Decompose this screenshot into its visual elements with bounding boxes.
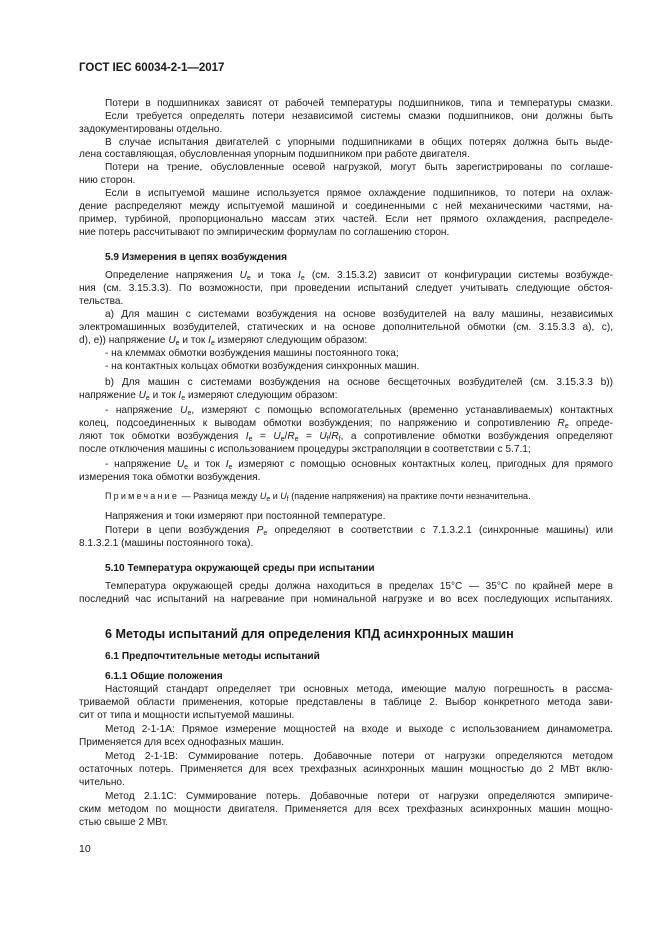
text-line: пример, турбиной, пропорционально массам этих частей. Если нет прямого охлаждения, распределе- [79,214,613,225]
standard-designation: ГОСТ IEC 60034-2-1—2017 [79,62,225,74]
text-line: ским методом по мощности двигателя. Применяется для всех трехфазных асинхронных машин мощно- [79,804,613,815]
text-line: Если требуется определять потери независимой системы смазки подшипников, они должны быть [105,111,613,122]
list-item: - напряжение $U_e$ и ток $I_e$ измеряют с помощью основных контактных колец, пригодных для прямого [105,459,613,471]
text-line: 8.1.3.2.1 (машины постоянного тока). [79,538,254,549]
text-line: ляют ток обмотки возбуждения $I_e = U_e/R_e = U_f/R_f$, а сопротивление обмотки возбуждения определяют [79,431,613,443]
text-line: задокументированы отдельно. [79,124,223,135]
text-line: В случае испытания двигателей с упорными подшипниками в общих потерях должна быть выде- [105,137,613,148]
text-line: колец, подсоединенных к выводам обмотки возбуждения; по напряжению и сопротивлению $R_e$ опреде- [79,418,614,430]
text-line: Метод 2-1-1В: Суммирование потерь. Добавочные потери от нагрузки определяются методом [105,751,613,762]
text-line: d), е)) напряжение $U_e$ и ток $I_e$ измеряют следующим образом: [79,335,368,347]
text-line: тельства. [79,296,124,307]
section-heading-6-1: 6.1 Предпочтительные методы испытаний [105,651,320,662]
page-number: 10 [79,843,91,855]
text-line: сит от типа и мощности испытуемой машины. [79,710,295,721]
text-line: электромашинных возбудителей, статических и на основе дополнительной обмотки (см. 3.15.3.3 а), с), [79,322,613,333]
note: Примечание — Разница между $U_e$ и $U_f$ (падение напряжения) на практике почти незначительна. [105,491,531,503]
text-line: Метод 2-1-1А: Прямое измерение мощностей на входе и выходе с использованием динамометра. [105,724,613,735]
list-item: - напряжение $U_e$, измеряют с помощью вспомогательных (временно устанавливаемых) контактных [105,405,613,417]
text-line: Потери в подшипниках зависят от рабочей температуры подшипников, типа и температуры смазки. [105,98,613,109]
text-line: а) Для машин с системами возбуждения на основе возбудителей на валу машины, независимых [105,309,613,320]
section-heading-5-9: 5.9 Измерения в цепях возбуждения [105,252,288,263]
section-heading-6-1-1: 6.1.1 Общие положения [105,671,223,682]
list-item: - на контактных кольцах обмотки возбуждения синхронных машин. [105,361,420,372]
text-line: Метод 2.1.1С: Суммирование потерь. Добавочные потери от нагрузки определяются эмпириче- [105,791,613,802]
text-line: нию сторон. [79,175,136,186]
text-line: ния (см. 3.15.3.3). По возможности, при проведении испытаний следует учитывать следующие обстоя- [79,283,613,294]
text-line: чительно. [79,777,125,788]
text-line: триваемой области применения, которые представлены в таблице 2. Выбор конкретного метода зави- [79,697,613,708]
text-line: последний час испытаний на нагревание при номинальной нагрузке и во всех последующих испытаниях. [79,594,613,605]
text-line: лена составляющая, обусловленная упорным подшипником при работе двигателя. [79,149,470,160]
text-line: Напряжения и токи измеряют при постоянной температуре. [105,511,386,522]
text-line: стью свыше 2 МВт. [79,817,169,828]
text-line: Если в испытуемой машине используется прямое охлаждение подшипников, то потери на охлаж- [105,188,613,199]
text-line: Определение напряжения $U_e$ и тока $I_e$ (см. 3.15.3.2) зависит от конфигурации системы возбужде- [105,270,613,282]
text-line: Температура окружающей среды должна находиться в пределах 15°С — 35°С по крайней мере в [105,581,613,592]
text-line: Потери на трение, обусловленные осевой нагрузкой, могут быть зарегистрированы по соглаше- [105,162,613,173]
section-heading-6: 6 Методы испытаний для определения КПД асинхронных машин [105,627,514,641]
text-line: b) Для машин с системами возбуждения на основе бесщеточных возбудителей (см. 3.15.3.3 b)) [105,377,613,388]
text-line: Применяется для всех однофазных машин. [79,737,285,748]
text-line: после отключения машины с использованием процедуры экстраполяции в соответствии с 5.7.1; [79,444,531,455]
text-line: остаточных потерь. Применяется для всех трехфазных асинхронных машин мощностью до 2 МВт вклю- [79,764,613,775]
section-heading-5-10: 5.10 Температура окружающей среды при испытании [105,563,375,574]
text-line: дение распределяют между испытуемой машиной и соединенными с ней механическими частями, на- [79,201,613,212]
text-line: ние потерь рассчитывают по эмпирическим формулам по соглашению сторон. [79,227,450,238]
text-line: Потери в цепи возбуждения $P_e$ определяют в соответствии с 7.1.3.2.1 (синхронные машины) или [105,525,614,537]
note-label: Примечание [105,491,180,501]
list-item: - на клеммах обмотки возбуждения машины постоянного тока; [105,348,399,359]
text-line: Настоящий стандарт определяет три основных метода, имеющие малую погрешность в рассма- [105,684,613,695]
text-line: измерения тока обмотки возбуждения. [79,472,261,483]
text-line: напряжение $U_e$ и ток $I_e$ измеряют следующим образом: [79,390,338,402]
